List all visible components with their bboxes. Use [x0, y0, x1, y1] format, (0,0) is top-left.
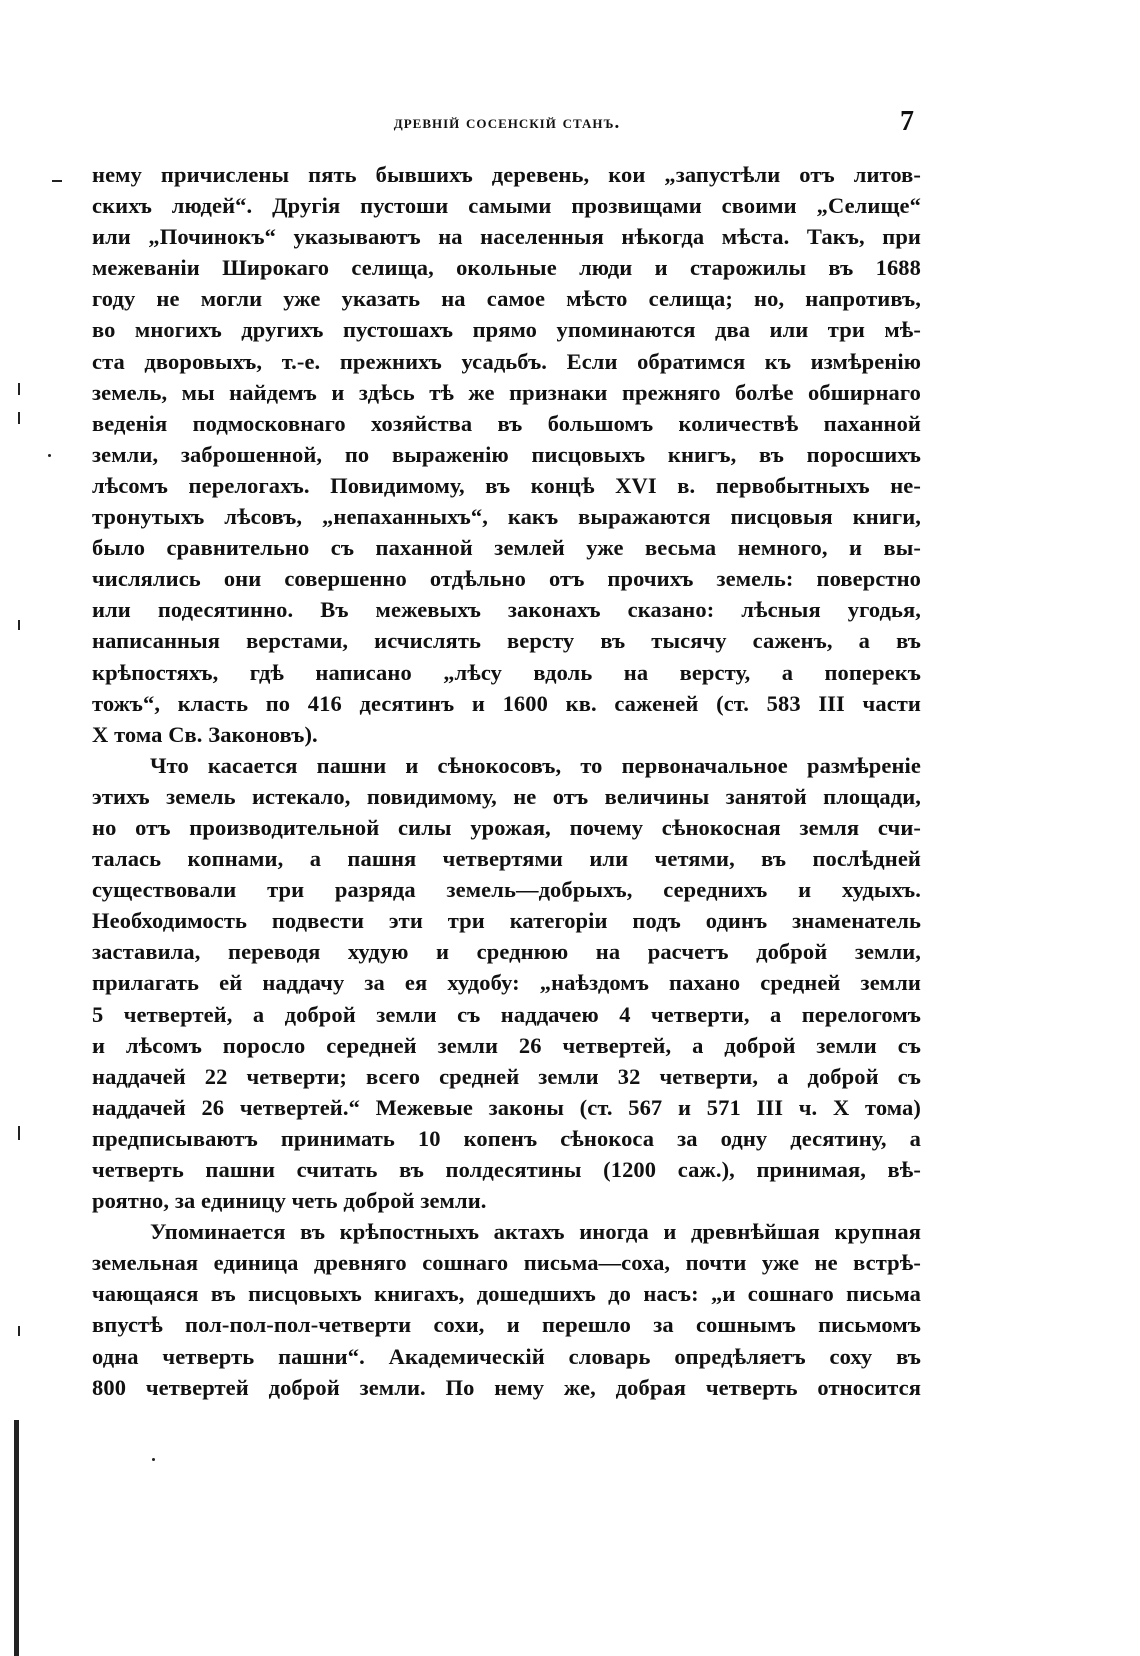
text-line: числялись они совершенно отдѣльно отъ прочихъ земель: поверстно	[92, 566, 921, 592]
scan-margin-mark	[52, 180, 62, 182]
text-line: лѣсомъ перелогахъ. Повидимому, въ концѣ XVI в. первобытныхъ не-	[92, 472, 921, 498]
text-line: прилагать ей наддачу за ея худобу: „наѣздомъ пахано средней земли	[92, 970, 921, 996]
text-line: крѣпостяхъ, гдѣ написано „лѣсу вдоль на версту, а поперекъ	[92, 659, 921, 685]
text-line: или „Починокъ“ указываютъ на населенныя нѣкогда мѣста. Такъ, при	[92, 224, 921, 250]
text-line: но отъ производительной силы урожая, почему сѣнокосная земля счи-	[92, 814, 921, 840]
text-line: существовали три разряда земель—добрыхъ, середнихъ и худыхъ.	[92, 877, 921, 903]
text-line: Упоминается въ крѣпостныхъ актахъ иногда и древнѣйшая крупная	[150, 1219, 921, 1245]
text-line: или подесятинно. Въ межевыхъ законахъ сказано: лѣсныя угодья,	[92, 597, 921, 623]
text-line: веденія подмосковнаго хозяйства въ большомъ количествѣ паханной	[92, 410, 921, 436]
text-line: 800 четвертей доброй земли. По нему же, добрая четверть относится	[92, 1374, 921, 1400]
text-line: впустѣ пол-пол-пол-четверти сохи, и перешло за сошнымъ письмомъ	[92, 1312, 921, 1338]
text-line: нему причислены пять бывшихъ деревень, кои „запустѣли отъ литов-	[92, 162, 921, 187]
text-line: во многихъ другихъ пустошахъ прямо упоминаются два или три мѣ-	[92, 317, 921, 343]
scan-margin-mark	[18, 412, 20, 424]
scan-speck	[48, 454, 51, 457]
running-title: древній сосенскій станъ.	[393, 112, 621, 133]
text-line: талась копнами, а пашня четвертями или четями, въ послѣдней	[92, 846, 921, 872]
text-line: земли, заброшенной, по выраженію писцовыхъ книгъ, въ поросшихъ	[92, 441, 921, 467]
text-line: написанныя верстами, исчислять версту въ тысячу саженъ, а въ	[92, 628, 921, 654]
text-line: Необходимость подвести эти три категоріи подъ одинъ знаменатель	[92, 908, 921, 934]
scan-edge-shadow	[14, 1420, 19, 1656]
scan-margin-mark	[18, 620, 20, 630]
text-line: наддачей 26 четвертей.“ Межевые законы (ст. 567 и 571 III ч. X тома)	[92, 1094, 921, 1120]
scan-speck	[152, 1458, 155, 1461]
text-line: Что касается пашни и сѣнокосовъ, то первоначальное размѣреніе	[150, 752, 921, 778]
text-line: четверть пашни считать въ полдесятины (1200 саж.), принимая, вѣ-	[92, 1157, 921, 1182]
running-head	[92, 106, 922, 140]
text-line: и лѣсомъ поросло середней земли 26 четвертей, а доброй земли съ	[92, 1032, 921, 1058]
body-text	[92, 159, 921, 1403]
text-line: этихъ земель истекало, повидимому, не отъ величины занятой площади,	[92, 783, 921, 809]
scan-margin-mark	[18, 1126, 20, 1140]
text-line: наддачей 22 четверти; всего средней земли 32 четверти, а доброй съ	[92, 1063, 921, 1089]
text-line: одна четверть пашни“. Академическій словарь опредѣляетъ соху въ	[92, 1343, 921, 1369]
text-line: межеваніи Широкаго селища, окольные люди и старожилы въ 1688	[92, 255, 921, 281]
scan-margin-mark	[18, 1326, 20, 1336]
text-line: году не могли уже указать на самое мѣсто селища; но, напротивъ,	[92, 286, 921, 312]
text-line: заставила, переводя худую и среднюю на расчетъ доброй земли,	[92, 939, 921, 965]
text-line: предписываютъ принимать 10 копенъ сѣнокоса за одну десятину, а	[92, 1125, 921, 1151]
text-line: ста дворовыхъ, т.-е. прежнихъ усадьбъ. Если обратимся къ измѣренію	[92, 348, 921, 374]
scan-margin-mark	[18, 383, 20, 395]
text-line: земель, мы найдемъ и здѣсь тѣ же признаки прежняго болѣе обширнаго	[92, 379, 921, 405]
text-line: X тома Св. Законовъ).	[92, 721, 318, 747]
text-line: скихъ людей“. Другія пустоши самыми прозвищами своими „Селище“	[92, 193, 921, 219]
text-line: было сравнительно съ паханной землей уже весьма немного, и вы-	[92, 535, 921, 561]
text-line: тронутыхъ лѣсовъ, „непаханныхъ“, какъ выражаются писцовыя книги,	[92, 504, 921, 530]
text-line: 5 четвертей, а доброй земли съ наддачею 4 четверти, а перелогомъ	[92, 1001, 921, 1027]
text-line: роятно, за единицу четь доброй земли.	[92, 1188, 487, 1214]
text-line: чающаяся въ писцовыхъ книгахъ, дошедшихъ до насъ: „и сошнаго письма	[92, 1281, 921, 1307]
text-line: тожъ“, класть по 416 десятинъ и 1600 кв. саженей (ст. 583 III части	[92, 690, 921, 716]
text-line: земельная единица древняго сошнаго письма—соха, почти уже не встрѣ-	[92, 1250, 921, 1276]
page-number: 7	[900, 106, 914, 137]
